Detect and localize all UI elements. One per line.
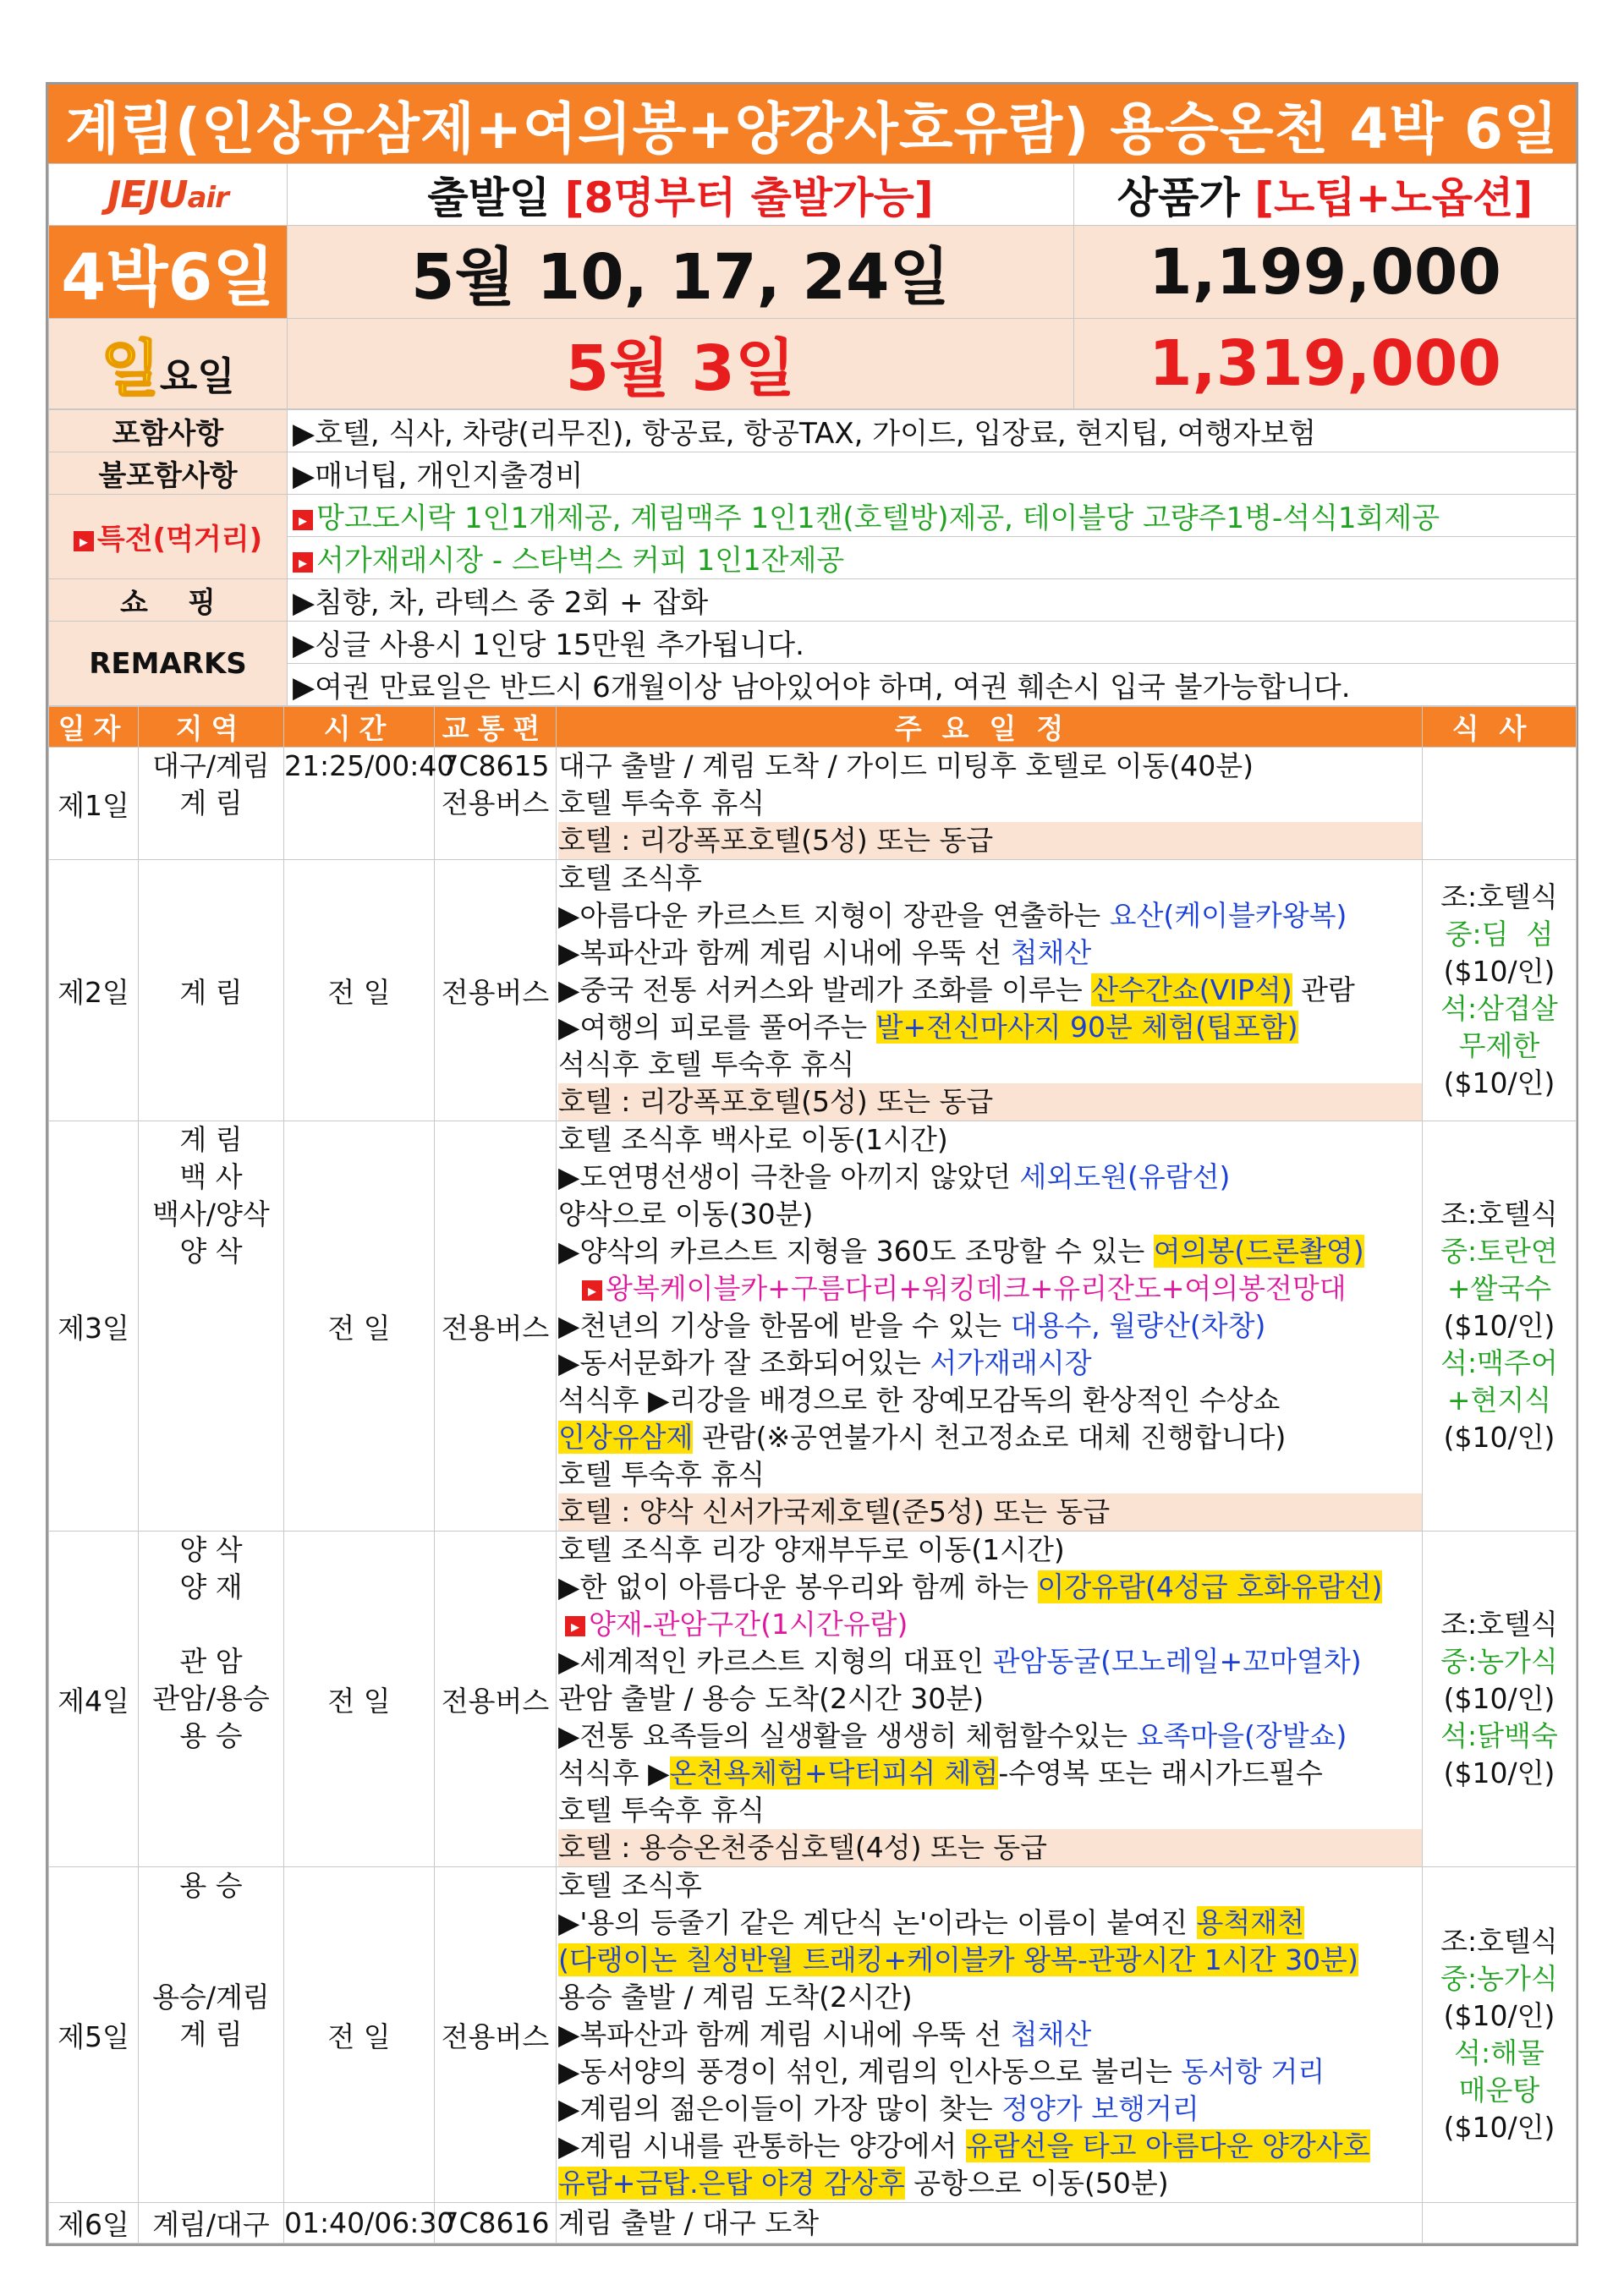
- day-schedule: 계림 출발 / 대구 도착: [557, 2203, 1423, 2244]
- day-region: 용 승 용승/계림 계 림: [139, 1867, 284, 2203]
- day-row-6: [49, 2203, 1577, 2244]
- day-region: 계 림: [139, 860, 284, 1121]
- col-region: 지역: [139, 707, 284, 748]
- day-row-5: [49, 1867, 1577, 2203]
- airline-logo: [49, 164, 288, 226]
- special-label: ▸ 특전(먹거리): [49, 495, 288, 579]
- day-meal: 조:호텔식 중:농가식 ($10/인) 석:해물 매운탕 ($10/인): [1423, 1867, 1577, 2203]
- gift-icon: ▸: [293, 510, 313, 530]
- day-label: 제2일: [49, 860, 139, 1121]
- shopping-value: ▶침향, 차, 라텍스 중 2회 + 잡화: [288, 579, 1577, 622]
- day-meal: 조:호텔식 중:딤 섬 ($10/인) 석:삼겹살 무제한 ($10/인): [1423, 860, 1577, 1121]
- special-value-2: ▸ 서가재래시장 - 스타벅스 커피 1인1잔제공: [288, 537, 1577, 579]
- day-row-4: [49, 1532, 1577, 1867]
- excluded-label: 불포함사항: [49, 452, 288, 495]
- day-meal: [1423, 748, 1577, 860]
- price-note: [노팁+노옵션]: [1254, 173, 1533, 222]
- price-header: [1074, 164, 1577, 226]
- hotel-line: 호텔 : 리강폭포호텔(5성) 또는 동급: [558, 822, 1422, 859]
- day-time: 전 일: [284, 1121, 435, 1532]
- day-region: 대구/계림 계 림: [139, 748, 284, 860]
- day-schedule: 대구 출발 / 계림 도착 / 가이드 미팅후 호텔로 이동(40분) 호텔 투숙후 휴식 호텔 : 리강폭포호텔(5성) 또는 동급: [557, 748, 1423, 860]
- price-table: [48, 163, 1577, 409]
- included-value: ▶호텔, 식사, 차량(리무진), 항공료, 항공TAX, 가이드, 입장료, 현지팁, 여행자보험: [288, 410, 1577, 452]
- day-transport: 전용버스: [435, 1121, 557, 1532]
- day-schedule: 호텔 조식후 백사로 이동(1시간) ▶도연명선생이 극찬을 아끼지 않았던 세외도원(유람선) 양삭으로 이동(30분) ▶양삭의 카르스트 지형을 360도 조망할 수 있는 여의봉(드론촬영) ▸ 왕복케이블카+구름다리+워킹데크+유리잔도+여의봉전망대 ▶천년의 기상을 한몸에 받을 수 있는 대용수, 월량산(차창) ▶동서문화가 잘 조화되어있는 서가재래시장 석식후 ▶리강을 배경으로 한 장예모감독의 환상적인 수상쇼 인상유삼제 관람(※공연불가시 천고정쇼로 대체 진행합니다) 호텔 투숙후 휴식 호텔 : 양삭 신서가국제호텔(준5성) 또는 동급: [557, 1121, 1423, 1532]
- gift-icon: ▸: [74, 531, 94, 551]
- day-label: 제1일: [49, 748, 139, 860]
- day-time: 전 일: [284, 1867, 435, 2203]
- price-1: 1,199,000: [1074, 226, 1577, 319]
- day-transport: 전용버스: [435, 1867, 557, 2203]
- col-time: 시간: [284, 707, 435, 748]
- day-time: 21:25/00:40: [284, 748, 435, 860]
- hotel-line: 호텔 : 용승온천중심호텔(4성) 또는 동급: [558, 1829, 1422, 1866]
- day-time: 전 일: [284, 860, 435, 1121]
- day-time: 01:40/06:30: [284, 2203, 435, 2244]
- remarks-label: REMARKS: [49, 622, 288, 706]
- hotel-line: 호텔 : 리강폭포호텔(5성) 또는 동급: [558, 1083, 1422, 1121]
- included-label: 포함사항: [49, 410, 288, 452]
- departure-header: [288, 164, 1074, 226]
- day-label: 제5일: [49, 1867, 139, 2203]
- day-label: 제3일: [49, 1121, 139, 1532]
- day-time: 전 일: [284, 1532, 435, 1867]
- schedule-header: [49, 707, 1577, 748]
- itinerary-sheet: [46, 82, 1578, 2246]
- day-schedule: 호텔 조식후 ▶'용의 등줄기 같은 계단식 논'이라는 이름이 붙여진 용척재천 (다랭이논 칠성반월 트래킹+케이블카 왕복-관광시간 1시간 30분) 용승 출발 / 계림 도착(2시간) ▶복파산과 함께 계림 시내에 우뚝 선 첩채산 ▶동서양의 풍경이 섞인, 계림의 인사동으로 불리는 동서항 거리 ▶계림의 젊은이들이 가장 많이 찾는 정양가 보행거리 ▶계림 시내를 관통하는 양강에서 유람선을 타고 아름다운 양강사호 유람+금탑.은탑 야경 감상후 공항으로 이동(50분): [557, 1867, 1423, 2203]
- col-day: 일자: [49, 707, 139, 748]
- day-schedule: 호텔 조식후 ▶아름다운 카르스트 지형이 장관을 연출하는 요산(케이블카왕복) ▶복파산과 함께 계림 시내에 우뚝 선 첩채산 ▶중국 전통 서커스와 발레가 조화를 이루는 산수간쇼(VIP석) 관람 ▶여행의 피로를 풀어주는 발+전신마사지 90분 체험(팁포함) 석식후 호텔 투숙후 휴식 호텔 : 리강폭포호텔(5성) 또는 동급: [557, 860, 1423, 1121]
- page-title: 계림(인상유삼제+여의봉+양강사호유람) 용승온천 4박 6일: [48, 85, 1576, 163]
- price-label: 상품가: [1116, 173, 1240, 222]
- logo-sub: air: [187, 180, 228, 215]
- departure-label: 출발일: [427, 173, 551, 222]
- special-value-1: ▸ 망고도시락 1인1개제공, 계림맥주 1인1캔(호텔방)제공, 테이블당 고량주1병-석식1회제공: [288, 495, 1577, 537]
- day-region: 계 림 백 사 백사/양삭 양 삭: [139, 1121, 284, 1532]
- gift-icon: ▸: [582, 1280, 602, 1301]
- col-transport: 교통편: [435, 707, 557, 748]
- duration-cell: 4박6일: [49, 226, 288, 319]
- weekday-char: 일: [101, 333, 160, 404]
- shopping-label: 쇼 핑: [49, 579, 288, 622]
- departure-dates-2: 5월 3일: [288, 319, 1074, 409]
- day-row-3: [49, 1121, 1577, 1532]
- day-region: 계림/대구: [139, 2203, 284, 2244]
- day-transport: 전용버스: [435, 1532, 557, 1867]
- day-meal: [1423, 2203, 1577, 2244]
- col-meal: 식사: [1423, 707, 1577, 748]
- hotel-line: 호텔 : 양삭 신서가국제호텔(준5성) 또는 동급: [558, 1493, 1422, 1531]
- departure-dates-1: 5월 10, 17, 24일: [288, 226, 1074, 319]
- schedule-table: [48, 706, 1577, 2244]
- day-meal: 조:호텔식 중:토란연 +쌀국수 ($10/인) 석:맥주어 +현지식 ($10/인): [1423, 1121, 1577, 1532]
- day-region: 양 삭 양 재 관 암 관암/용승 용 승: [139, 1532, 284, 1867]
- gift-icon: ▸: [565, 1616, 585, 1636]
- price-2: 1,319,000: [1074, 319, 1577, 409]
- day-label: 제4일: [49, 1532, 139, 1867]
- gift-icon: ▸: [293, 552, 313, 573]
- day-label: 제6일: [49, 2203, 139, 2244]
- col-schedule: 주요일정: [557, 707, 1423, 748]
- day-transport: 7C8615 전용버스: [435, 748, 557, 860]
- day-row-1: [49, 748, 1577, 860]
- logo-main: JEJU: [107, 173, 188, 216]
- day-transport: 7C8616: [435, 2203, 557, 2244]
- info-table: [48, 409, 1577, 706]
- day-meal: 조:호텔식 중:농가식 ($10/인) 석:닭백숙 ($10/인): [1423, 1532, 1577, 1867]
- excluded-value: ▶매너팁, 개인지출경비: [288, 452, 1577, 495]
- weekday-cell: [49, 319, 288, 409]
- departure-note: [8명부터 출발가능]: [564, 173, 934, 222]
- day-row-2: [49, 860, 1577, 1121]
- remarks-value-1: ▶싱글 사용시 1인당 15만원 추가됩니다.: [288, 622, 1577, 664]
- remarks-value-2: ▶여권 만료일은 반드시 6개월이상 남아있어야 하며, 여권 훼손시 입국 불가능합니다.: [288, 664, 1577, 706]
- day-schedule: 호텔 조식후 리강 양재부두로 이동(1시간) ▶한 없이 아름다운 봉우리와 함께 하는 이강유람(4성급 호화유람선) ▸ 양재-관암구간(1시간유람) ▶세계적인 카르스트 지형의 대표인 관암동굴(모노레일+꼬마열차) 관암 출발 / 용승 도착(2시간 30분) ▶전통 요족들의 실생활을 생생히 체험할수있는 요족마을(장발쇼) 석식후 ▶온천욕체험+닥터피쉬 체험-수영복 또는 래시가드필수 호텔 투숙후 휴식 호텔 : 용승온천중심호텔(4성) 또는 동급: [557, 1532, 1423, 1867]
- day-transport: 전용버스: [435, 860, 557, 1121]
- weekday-suffix: 요일: [159, 353, 235, 399]
